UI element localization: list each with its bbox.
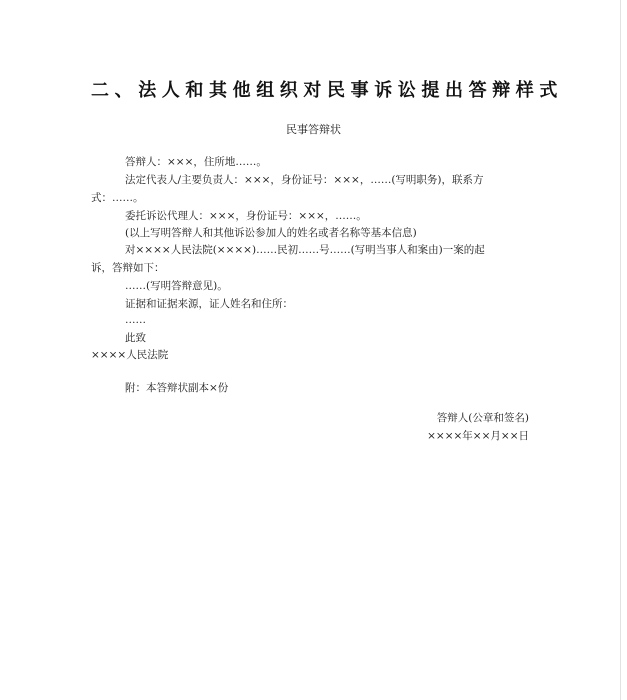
- basic-info-note: (以上写明答辩人和其他诉讼参加人的姓名或者名称等基本信息): [125, 227, 417, 239]
- section-heading: 二、法人和其他组织对民事诉讼提出答辩样式: [91, 80, 563, 101]
- evidence-line: 证据和证据来源，证人姓名和住所：: [125, 298, 293, 310]
- attachment-line: 附：本答辩状副本×份: [125, 382, 229, 394]
- closing-salutation: 此致: [125, 332, 146, 344]
- date-line: ××××年××月××日: [427, 430, 529, 442]
- document-title: 民事答辩状: [286, 123, 341, 136]
- evidence-ellipsis: ……: [125, 314, 146, 326]
- case-reference-line: 对××××人民法院(××××)……民初……号……(写明当事人和案由)一案的起: [125, 244, 485, 256]
- agent-line: 委托诉讼代理人：×××，身份证号：×××，……。: [125, 210, 367, 222]
- page-edge-divider: [620, 0, 621, 700]
- legal-representative-line-continued: 式：……。: [91, 192, 144, 204]
- signer-line: 答辩人(公章和签名): [436, 412, 529, 424]
- court-name: ××××人民法院: [91, 349, 169, 361]
- case-reference-line-continued: 诉，答辩如下：: [91, 262, 165, 274]
- respondent-line: 答辩人：×××，住所地……。: [125, 156, 267, 168]
- legal-representative-line: 法定代表人/主要负责人：×××，身份证号：×××，……(写明职务)，联系方: [125, 174, 484, 186]
- defense-opinion-line: ……(写明答辩意见)。: [125, 280, 228, 292]
